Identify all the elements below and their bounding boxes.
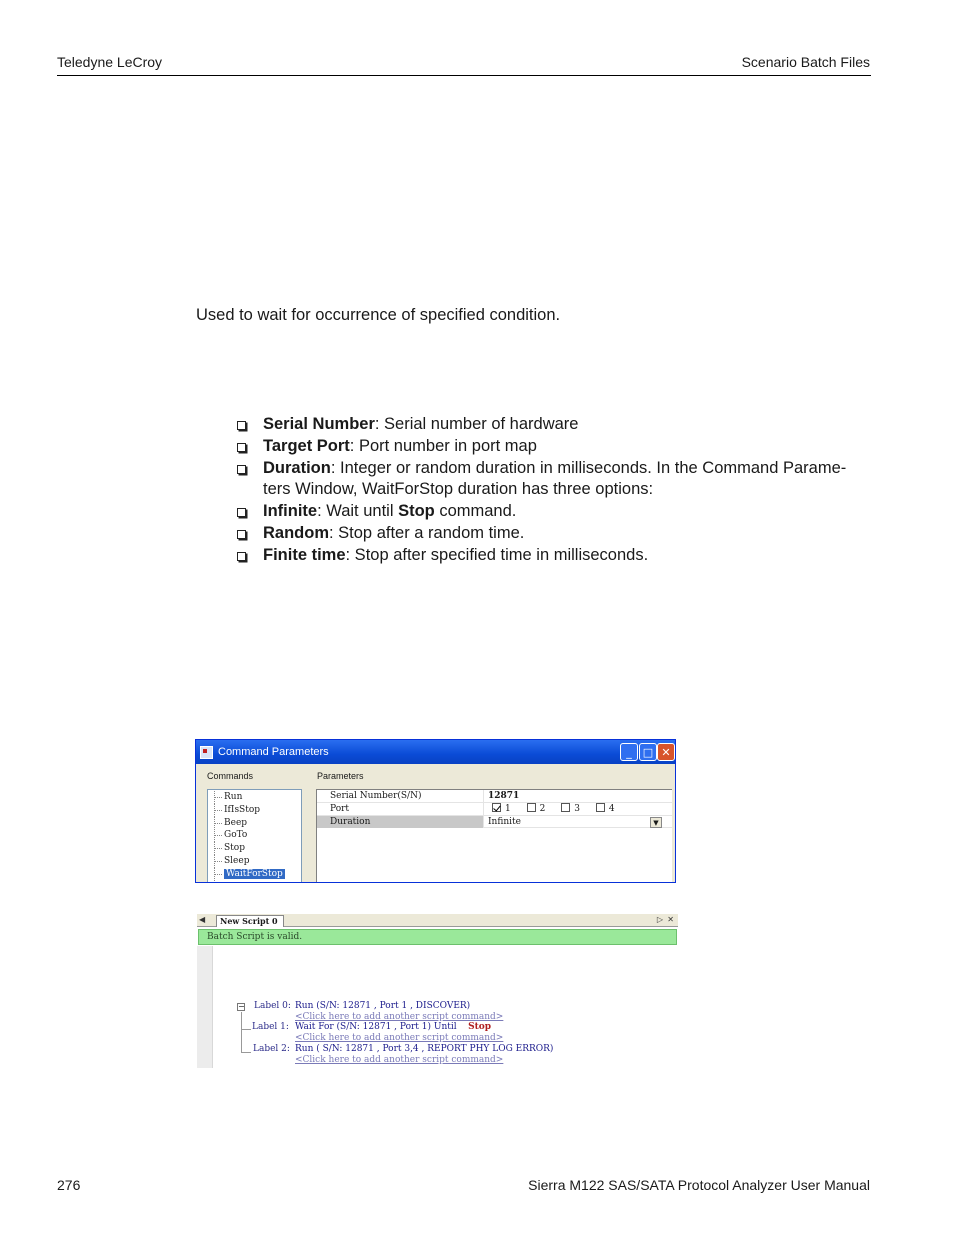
editor-gutter	[197, 946, 213, 1068]
commands-label: Commands	[207, 771, 254, 781]
item-text: : Integer or random duration in milliseconds. In the Command Parame-ters Window, WaitForStop duration has three options:	[263, 458, 847, 499]
script-editor-panel	[197, 914, 678, 1068]
serial-number-field[interactable]: 12871	[488, 791, 520, 801]
bullet-box-icon	[237, 443, 246, 452]
item-text: : Stop after specified time in milliseconds.	[345, 545, 649, 564]
item-term: Finite time	[263, 545, 346, 564]
item-text: command.	[434, 502, 517, 521]
duration-select[interactable]	[485, 816, 662, 829]
collapse-icon[interactable]: −	[238, 1002, 245, 1011]
script-label: Label 0:	[254, 1001, 291, 1011]
item-keyword: Stop	[398, 502, 435, 521]
commands-tree[interactable]	[207, 789, 302, 883]
script-line-2[interactable]	[253, 1044, 554, 1054]
validation-status-bar: Batch Script is valid.	[198, 929, 677, 945]
param-row-port[interactable]	[317, 803, 672, 816]
manual-title: Sierra M122 SAS/SATA Protocol Analyzer User Manual	[528, 1177, 870, 1193]
add-command-link[interactable]: <Click here to add another script command>	[295, 1033, 504, 1043]
port-4-label: 4	[608, 803, 615, 814]
parameters-grid	[316, 789, 672, 883]
tab-new-script[interactable]: New Script 0	[216, 915, 284, 927]
port-1-label: 1	[505, 803, 511, 814]
list-item	[236, 501, 870, 523]
minimize-icon: _	[626, 745, 632, 759]
add-command-link[interactable]: <Click here to add another script command>	[295, 1055, 504, 1065]
port-3-label: 3	[574, 803, 580, 814]
port-4-checkbox[interactable]	[596, 803, 605, 812]
script-line-1[interactable]	[252, 1022, 492, 1032]
tree-item-stop[interactable]: Stop	[208, 842, 301, 855]
item-text: : Port number in port map	[349, 436, 537, 455]
maximize-button[interactable]	[639, 743, 657, 761]
list-item	[236, 436, 870, 458]
maximize-icon: □	[642, 745, 654, 759]
tree-item-goto[interactable]: GoTo	[208, 829, 301, 842]
parameters-label: Parameters	[317, 771, 364, 781]
list-item	[236, 458, 870, 502]
close-icon: ✕	[661, 745, 671, 759]
tree-item-run[interactable]: Run	[208, 791, 301, 804]
dialog-titlebar[interactable]	[196, 740, 675, 764]
item-text: : Wait until	[317, 502, 399, 521]
param-key: Serial Number(S/N)	[317, 790, 484, 803]
tree-connector	[241, 1012, 242, 1053]
command-parameters-dialog	[195, 739, 676, 883]
script-command[interactable]: Run ( S/N: 12871 , Port 3,4 , REPORT PHY LOG ERROR)	[295, 1044, 554, 1054]
param-key: Port	[317, 803, 484, 816]
parameter-list	[236, 414, 870, 567]
scroll-left-icon[interactable]: ◀	[199, 915, 206, 924]
script-label: Label 2:	[253, 1044, 290, 1054]
dropdown-arrow-icon[interactable]: ▼	[650, 817, 662, 828]
param-row-duration[interactable]	[317, 816, 672, 829]
intro-paragraph: Used to wait for occurrence of specified condition.	[196, 306, 561, 324]
minimize-button[interactable]	[620, 743, 638, 761]
tree-item-waitforstop[interactable]: WaitForStop	[208, 868, 301, 881]
tree-connector	[241, 1052, 251, 1053]
tree-item-sleep[interactable]: Sleep	[208, 855, 301, 868]
tree-item-beep[interactable]: Beep	[208, 817, 301, 830]
port-checkboxes	[485, 803, 662, 816]
scroll-right-icon[interactable]: ▷	[656, 915, 663, 924]
item-term: Target Port	[263, 436, 350, 455]
close-button[interactable]	[657, 743, 675, 761]
bullet-box-icon	[237, 421, 246, 430]
add-command-link[interactable]: <Click here to add another script command>	[295, 1012, 504, 1022]
item-term: Infinite	[263, 502, 318, 521]
param-row-serial[interactable]	[317, 790, 672, 803]
script-command[interactable]: Run (S/N: 12871 , Port 1 , DISCOVER)	[295, 1001, 471, 1011]
port-3-checkbox[interactable]	[561, 803, 570, 812]
port-1-checkbox[interactable]	[492, 803, 501, 812]
port-2-checkbox[interactable]	[527, 803, 536, 812]
close-tab-icon[interactable]: ✕	[667, 915, 674, 924]
bullet-box-icon	[237, 530, 246, 539]
running-header-section: Scenario Batch Files	[741, 54, 870, 70]
dialog-title: Command Parameters	[218, 746, 329, 758]
script-command[interactable]: Wait For (S/N: 12871 , Port 1) Until	[295, 1022, 457, 1032]
bullet-box-icon	[237, 508, 246, 517]
header-rule	[57, 75, 871, 76]
item-term: Duration	[263, 458, 331, 477]
list-item	[236, 414, 870, 436]
script-line-0[interactable]	[254, 1001, 471, 1011]
script-label: Label 1:	[252, 1022, 289, 1032]
item-term: Random	[263, 523, 329, 542]
bullet-box-icon	[237, 465, 246, 474]
item-term: Serial Number	[263, 415, 375, 433]
duration-value: Infinite	[488, 816, 521, 827]
tree-connector	[241, 1029, 251, 1030]
running-header-company: Teledyne LeCroy	[57, 54, 163, 70]
bullet-box-icon	[237, 552, 246, 561]
script-tab-bar	[197, 914, 678, 927]
script-keyword: Stop	[468, 1022, 492, 1032]
param-key: Duration	[317, 816, 484, 829]
port-2-label: 2	[539, 803, 546, 814]
item-text: : Serial number of hardware	[374, 415, 579, 433]
tree-item-ifisstop[interactable]: IfIsStop	[208, 804, 301, 817]
page-number: 276	[57, 1177, 81, 1193]
list-item	[236, 545, 870, 567]
item-text: : Stop after a random time.	[329, 523, 525, 542]
app-window-icon	[200, 746, 213, 759]
list-item	[236, 523, 870, 545]
